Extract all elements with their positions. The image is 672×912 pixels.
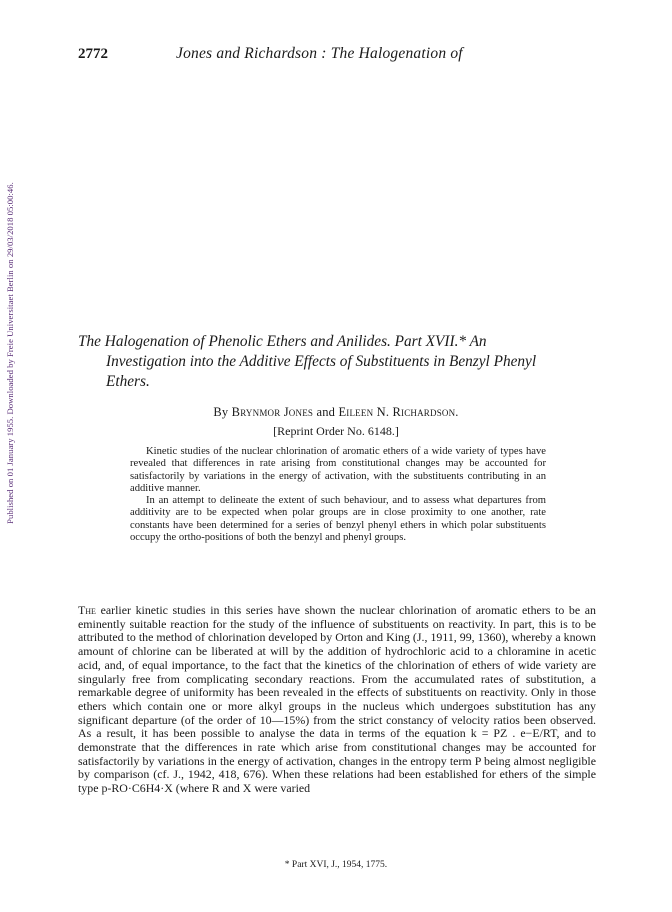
body-paragraph-text: earlier kinetic studies in this series have shown the nuclear chlorination of aromatic ethers to be an eminently suitable reaction for the study of the influence of substituents on reactivity. In part, this is to be attributed to the method of chlorination developed by Orton and King (J., 1911, 99, 1360), whereby a known amount of chlorine can be liberated at will by the addition of hydrochloric acid to a chloramine in acetic acid, and, of equal importance, to the fact that the kinetics of the chlorination of ethers of wide variety are singularly free from complicating secondary reactions. From the accumulated rates of substitution, a remarkable degree of uniformity has been revealed in the effects of substituents on reactivity. Only in those ethers which contain one or more alkyl groups in the nucleus which undergoes substitution has any significant departure (of the order of 10—15%) from the strict constancy of velocity ratios been observed. As a result, it has been possible to analyse the data in terms of the equation k = PZ . e−E/RT, and to demonstrate that the differences in rate which arise from constitutional changes may be accounted for satisfactorily by variations in the energy of activation, changes in the entropy term P being almost negligible by comparison (cf. J., 1942, 418, 676). When these relations had been established for ethers of the simple type p-RO·C6H4·X (where R and X were varied	[78, 603, 596, 796]
body-text	[78, 604, 596, 796]
author-1: Brynmor Jones	[231, 405, 314, 419]
download-provenance-note	[4, 128, 16, 578]
provenance-text: Published on 01 January 1955. Downloaded by Freie Universitaet Berlin on 29/03/2018 05:00:46.	[5, 182, 15, 524]
abstract-paragraph-1: Kinetic studies of the nuclear chlorination of aromatic ethers of a wide variety of types have revealed that differences in rate arising from constitutional changes may be accounted for satisfactorily by variations in the energy of activation, with the substituents contributing in an additive manner.	[130, 446, 546, 494]
page-number: 2772	[78, 46, 108, 62]
title-line-3: Ethers.	[106, 373, 150, 390]
running-title: Jones and Richardson : The Halogenation of	[176, 45, 463, 62]
title-line-1: The Halogenation of Phenolic Ethers and Anilides. Part XVII.* An	[78, 333, 487, 350]
abstract	[130, 446, 546, 544]
article-title	[78, 332, 598, 392]
byline	[0, 405, 672, 420]
footnote: * Part XVI, J., 1954, 1775.	[284, 860, 388, 870]
author-2: Eileen N. Richardson.	[338, 405, 459, 419]
body-paragraph	[78, 604, 596, 796]
abstract-paragraph-2: In an attempt to delineate the extent of such behaviour, and to assess what departures from additivity are to be expected when polar groups are in close proximity to one another, rate constants have been determined for a series of benzyl phenyl ethers in which polar substituents occupy the ortho-positions of both the benzyl and phenyl groups.	[130, 495, 546, 544]
title-line-2: Investigation into the Additive Effects of Substituents in Benzyl Phenyl	[106, 353, 537, 370]
reprint-order: [Reprint Order No. 6148.]	[273, 424, 399, 438]
lead-word: The	[78, 603, 96, 617]
byline-and: and	[316, 405, 336, 419]
byline-by: By	[213, 405, 229, 419]
